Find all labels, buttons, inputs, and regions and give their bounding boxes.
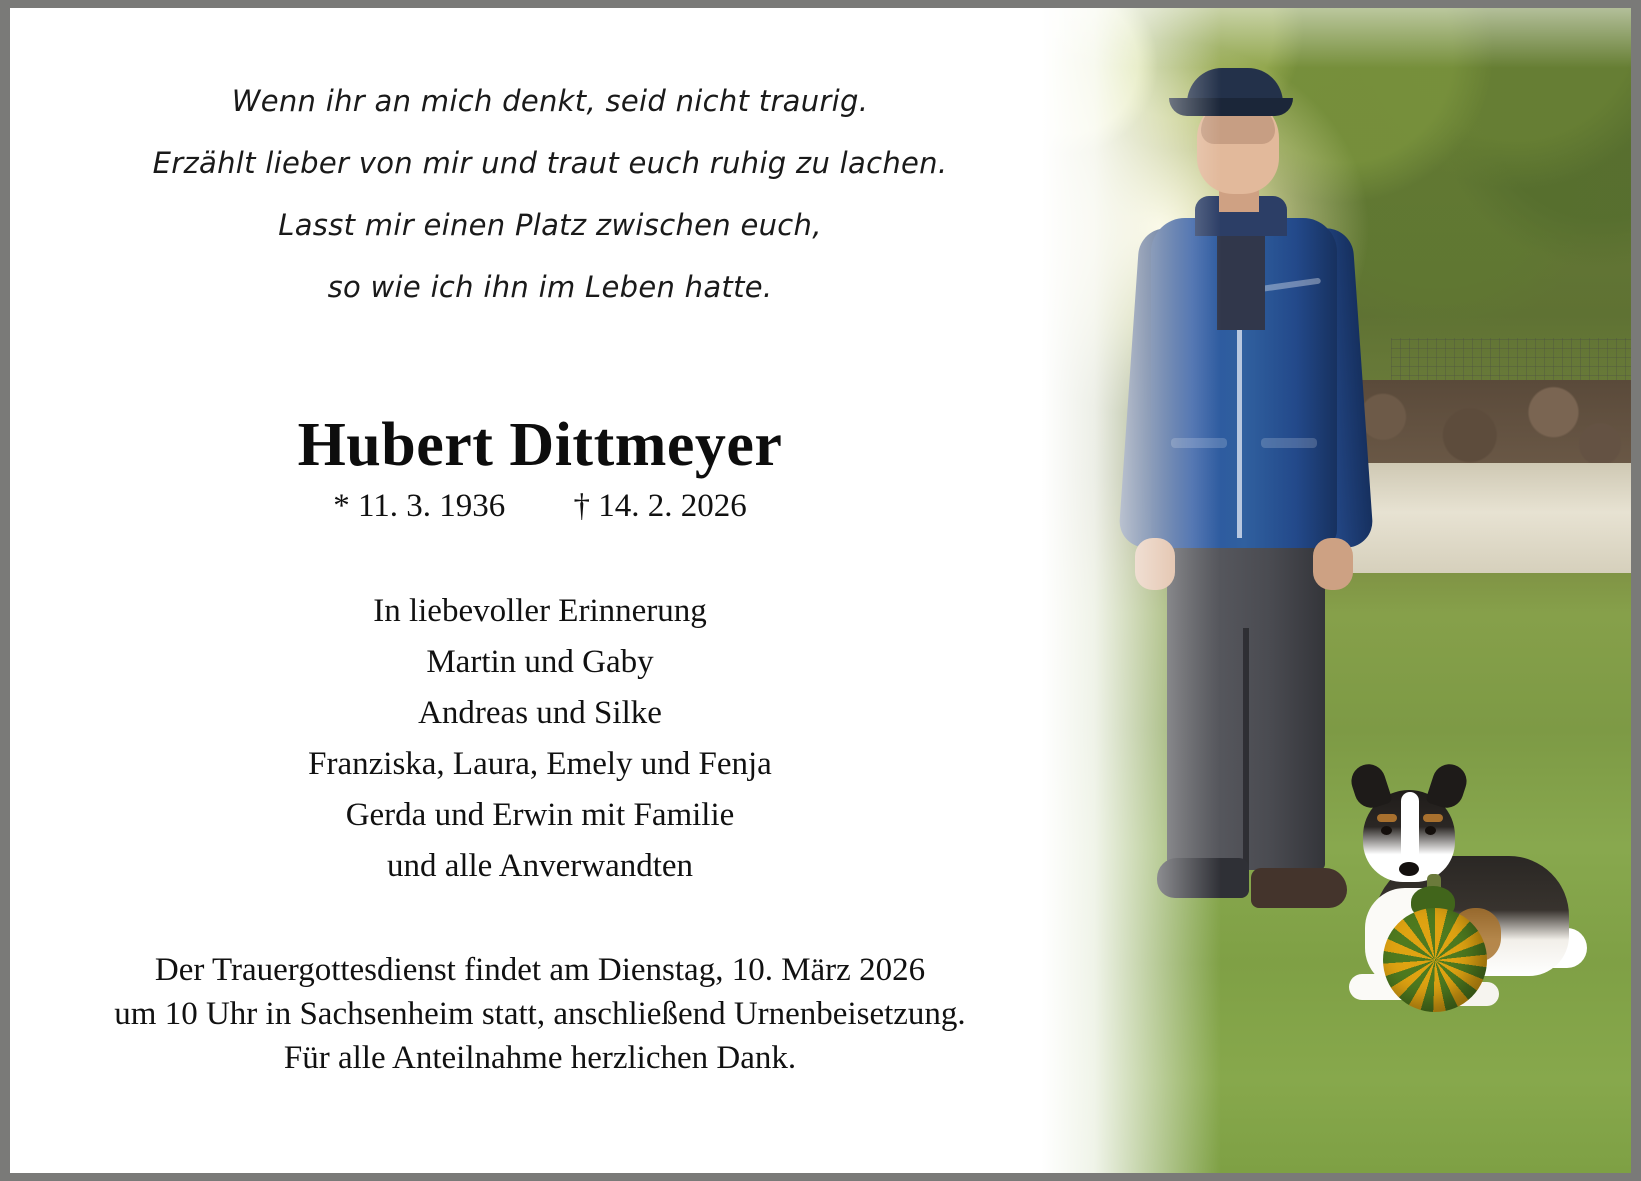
memory-line-3: Andreas und Silke <box>418 695 662 731</box>
text-column <box>10 8 1085 1173</box>
poem-line-1: Wenn ihr an mich denkt, seid nicht traurig. <box>231 84 869 118</box>
death-date: † 14. 2. 2026 <box>573 488 747 524</box>
service-line-3: Für alle Anteilnahme herzlichen Dank. <box>283 1040 797 1076</box>
photo-left-fade <box>991 8 1221 1173</box>
birth-date: * 11. 3. 1936 <box>333 488 506 524</box>
memorial-photo <box>991 8 1631 1173</box>
dog-left-brow <box>1377 814 1397 822</box>
dog-left-eye <box>1381 826 1392 835</box>
dog-right-brow <box>1423 814 1443 822</box>
service-line-2: um 10 Uhr in Sachsenheim statt, anschließend Urnenbeisetzung. <box>114 996 966 1032</box>
photo-top-fade <box>991 8 1631 68</box>
memory-line-2: Martin und Gaby <box>426 644 654 680</box>
memory-line-5: Gerda und Erwin mit Familie <box>345 797 735 833</box>
jacket-right-pocket <box>1261 438 1317 448</box>
poem-line-3: Lasst mir einen Platz zwischen euch, <box>278 208 822 242</box>
deceased-name: Hubert Dittmeyer <box>297 411 783 479</box>
photo-scene <box>991 8 1631 1173</box>
poem-block <box>50 70 1050 318</box>
poem-line-4: so wie ich ihn im Leben hatte. <box>327 270 773 304</box>
man-leg-split <box>1243 628 1249 870</box>
memory-line-1: In liebevoller Erinnerung <box>373 593 707 629</box>
poem-line-2: Erzählt lieber von mir und traut euch ruhig zu lachen. <box>152 146 948 180</box>
dog-nose <box>1399 862 1419 876</box>
service-block <box>10 948 1070 1080</box>
service-line-1: Der Trauergottesdienst findet am Dienstag, 10. März 2026 <box>154 952 926 988</box>
memory-block <box>10 586 1070 892</box>
memorial-card <box>10 8 1631 1173</box>
man-right-hand <box>1313 538 1353 590</box>
gourd <box>1383 908 1487 1012</box>
memory-line-6: und alle Anverwandten <box>386 848 694 884</box>
life-dates <box>10 488 1070 525</box>
dog-right-eye <box>1425 826 1436 835</box>
memory-line-4: Franziska, Laura, Emely und Fenja <box>308 746 772 782</box>
